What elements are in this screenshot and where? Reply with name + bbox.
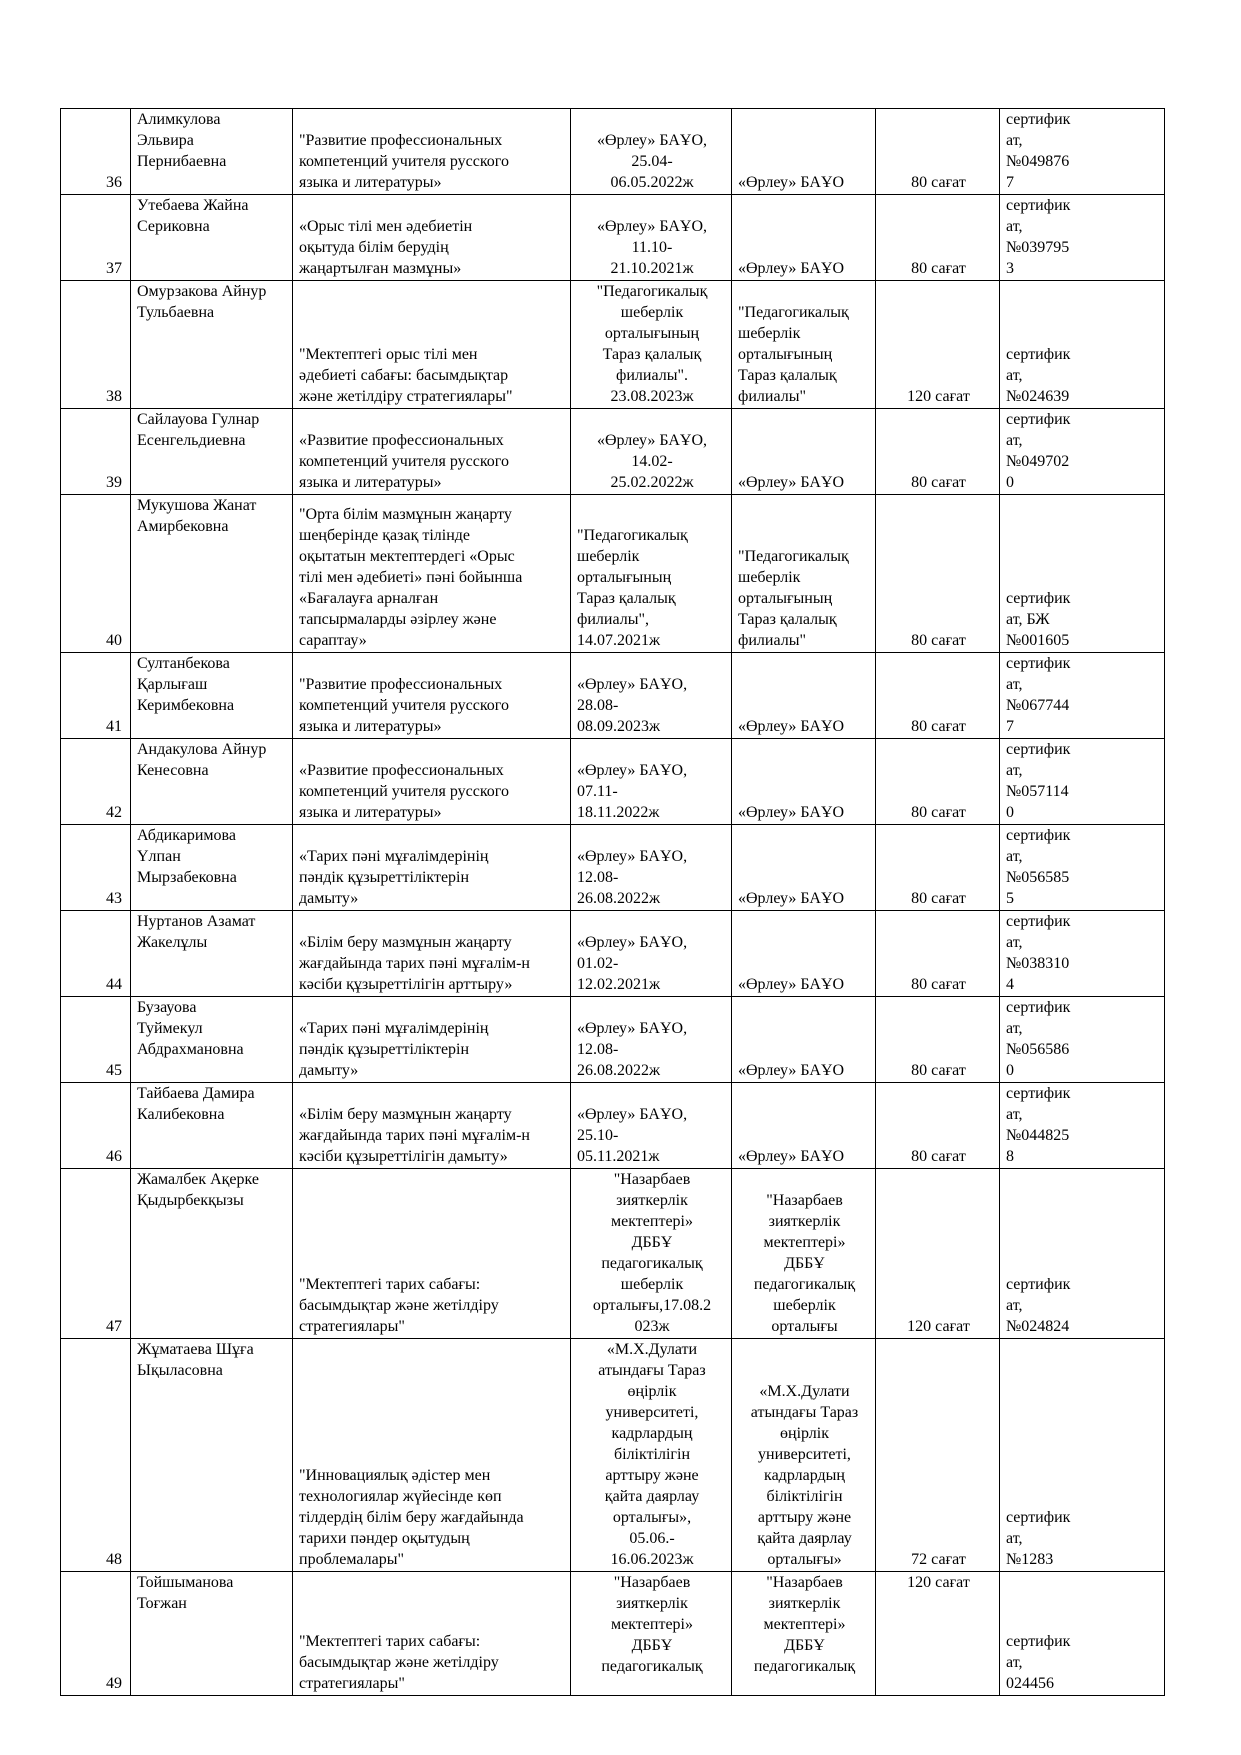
teacher-name-cell <box>131 997 293 1083</box>
hours-cell <box>876 911 1000 997</box>
venue: «Өрлеу» БАҰО <box>738 174 845 191</box>
teacher-name: Нуртанов Азамат Жакелұлы <box>137 913 256 951</box>
organizer-and-dates-cell <box>571 195 732 281</box>
venue: «Өрлеу» БАҰО <box>738 474 845 491</box>
row-number: 49 <box>106 1675 122 1692</box>
certificate-number: сертифик ат, №038310 4 <box>1006 913 1071 993</box>
certificate-number: сертифик ат, №024824 <box>1006 1276 1071 1335</box>
organizer-and-dates-cell <box>571 653 732 739</box>
row-number: 46 <box>106 1148 122 1165</box>
teacher-name-cell <box>131 281 293 409</box>
row-number-cell <box>61 1083 131 1169</box>
certificate-number-cell <box>1000 109 1165 195</box>
hours-cell <box>876 1169 1000 1339</box>
teacher-name-cell <box>131 653 293 739</box>
venue: "Педагогикалық шеберлік орталығының Тараз қалалық филиалы" <box>738 304 849 405</box>
course-title-cell <box>293 1169 571 1339</box>
certificate-number-cell <box>1000 1169 1165 1339</box>
certificate-number-cell <box>1000 195 1165 281</box>
venue: "Педагогикалық шеберлік орталығының Тараз қалалық филиалы" <box>738 548 849 649</box>
certificate-number: сертифик ат, №056585 5 <box>1006 827 1071 907</box>
row-number-cell <box>61 825 131 911</box>
organizer-and-dates: «Өрлеу» БАҰО, 12.08- 26.08.2022ж <box>577 848 688 907</box>
course-title-cell <box>293 997 571 1083</box>
certificate-number-cell <box>1000 1339 1165 1572</box>
table-row <box>61 495 1165 653</box>
course-title: "Мектептегі орыс тілі мен әдебиеті сабағы: басымдықтар және жетілдіру стратегиялары" <box>299 346 513 405</box>
venue-cell <box>732 1083 876 1169</box>
venue-cell <box>732 1169 876 1339</box>
teacher-name: Сайлауова Гулнар Есенгельдиевна <box>137 411 260 449</box>
venue: «Өрлеу» БАҰО <box>738 1148 845 1165</box>
row-number-cell <box>61 195 131 281</box>
certificate-number: сертифик ат, №049876 7 <box>1006 111 1071 191</box>
venue-cell <box>732 281 876 409</box>
organizer-and-dates: «Өрлеу» БАҰО, 01.02- 12.02.2021ж <box>577 934 688 993</box>
organizer-and-dates: "Назарбаев зияткерлік мектептері» ДББҰ педагогикалық шеберлік орталығы,17.08.2 023ж <box>592 1171 712 1335</box>
course-title-cell <box>293 195 571 281</box>
venue-cell <box>732 409 876 495</box>
venue-cell <box>732 495 876 653</box>
teacher-name-cell <box>131 1169 293 1339</box>
venue-cell <box>732 653 876 739</box>
venue: «Өрлеу» БАҰО <box>738 1062 845 1079</box>
course-title: «Білім беру мазмұнын жаңарту жағдайында тарих пәні мұғалім-н кәсіби құзыреттілігін арттыру» <box>299 934 530 993</box>
row-number: 37 <box>106 260 122 277</box>
row-number: 38 <box>106 388 122 405</box>
venue-cell <box>732 109 876 195</box>
hours-cell <box>876 281 1000 409</box>
organizer-and-dates: "Педагогикалық шеберлік орталығының Тараз қалалық филиалы", 14.07.2021ж <box>577 527 688 649</box>
document-page <box>60 108 1164 1696</box>
hours-cell <box>876 997 1000 1083</box>
organizer-and-dates-cell <box>571 1572 732 1696</box>
hours-cell <box>876 653 1000 739</box>
certificate-number-cell <box>1000 495 1165 653</box>
row-number: 42 <box>106 804 122 821</box>
table-row <box>61 1339 1165 1572</box>
teacher-name: Мукушова Жанат Амирбековна <box>137 497 257 535</box>
hours: 80 сағат <box>911 804 966 821</box>
row-number-cell <box>61 409 131 495</box>
hours-cell <box>876 495 1000 653</box>
hours-cell <box>876 1572 1000 1696</box>
course-title-cell <box>293 825 571 911</box>
certificate-number: сертифик ат, №1283 <box>1006 1509 1071 1568</box>
certificate-number-cell <box>1000 911 1165 997</box>
course-title: «Тарих пәні мұғалімдерінің пәндік құзыреттіліктерін дамыту» <box>299 1020 489 1079</box>
teacher-name-cell <box>131 825 293 911</box>
course-title: "Орта білім мазмұнын жаңарту шеңберінде қазақ тілінде оқытатын мектептердегі «Орыс тілі мен әдебиеті» пәні бойынша «Бағалауға арналған тапсырмаларды әзірлеу және сараптау» <box>299 506 523 649</box>
teacher-name-cell <box>131 1572 293 1696</box>
hours-cell <box>876 1083 1000 1169</box>
certificate-number: сертифик ат, №057114 0 <box>1006 741 1071 821</box>
teacher-name-cell <box>131 409 293 495</box>
table-row <box>61 1083 1165 1169</box>
row-number: 39 <box>106 474 122 491</box>
row-number: 36 <box>106 174 122 191</box>
teacher-name: Алимкулова Эльвира Пернибаевна <box>137 111 227 170</box>
venue-cell <box>732 1572 876 1696</box>
hours: 72 сағат <box>911 1551 966 1568</box>
organizer-and-dates: «Өрлеу» БАҰО, 12.08- 26.08.2022ж <box>577 1020 688 1079</box>
row-number-cell <box>61 911 131 997</box>
course-title: "Развитие профессиональных компетенций учителя русского языка и литературы» <box>299 132 509 191</box>
row-number: 41 <box>106 718 122 735</box>
certificate-number: сертифик ат, №049702 0 <box>1006 411 1071 491</box>
course-title-cell <box>293 409 571 495</box>
teacher-name-cell <box>131 495 293 653</box>
organizer-and-dates: «Өрлеу» БАҰО, 07.11- 18.11.2022ж <box>577 762 688 821</box>
row-number-cell <box>61 653 131 739</box>
teacher-name: Жұматаева Шұға Ықыласовна <box>137 1341 254 1379</box>
course-title-cell <box>293 281 571 409</box>
organizer-and-dates-cell <box>571 825 732 911</box>
venue-cell <box>732 1339 876 1572</box>
certificate-number: сертифик ат, №039795 3 <box>1006 197 1071 277</box>
row-number: 44 <box>106 976 122 993</box>
certificate-number-cell <box>1000 409 1165 495</box>
teacher-name: Тойшыманова Тоғжан <box>137 1574 234 1612</box>
organizer-and-dates: «М.Х.Дулати атындағы Тараз өңірлік университеті, кадрлардың біліктілігін арттыру және қайта даярлау орталығы», 05.06.- 16.06.2023ж <box>598 1341 706 1568</box>
organizer-and-dates-cell <box>571 1339 732 1572</box>
certificate-number: сертифик ат, №056586 0 <box>1006 999 1071 1079</box>
venue-cell <box>732 739 876 825</box>
venue: «Өрлеу» БАҰО <box>738 718 845 735</box>
venue: «Өрлеу» БАҰО <box>738 890 845 907</box>
organizer-and-dates: "Педагогикалық шеберлік орталығының Тараз қалалық филиалы". 23.08.2023ж <box>596 283 708 405</box>
courses-table <box>60 108 1165 1696</box>
table-row <box>61 911 1165 997</box>
table-row <box>61 1169 1165 1339</box>
venue: "Назарбаев зияткерлік мектептері» ДББҰ педагогикалық шеберлік орталығы <box>753 1192 856 1335</box>
course-title-cell <box>293 739 571 825</box>
certificate-number: сертифик ат, №024639 <box>1006 346 1071 405</box>
teacher-name-cell <box>131 911 293 997</box>
row-number-cell <box>61 1169 131 1339</box>
hours: 80 сағат <box>911 890 966 907</box>
course-title-cell <box>293 1083 571 1169</box>
certificate-number: сертифик ат, №067744 7 <box>1006 655 1071 735</box>
teacher-name: Омурзакова Айнур Тульбаевна <box>137 283 267 321</box>
teacher-name: Тайбаева Дамира Калибековна <box>137 1085 255 1123</box>
row-number: 45 <box>106 1062 122 1079</box>
certificate-number-cell <box>1000 825 1165 911</box>
teacher-name-cell <box>131 109 293 195</box>
row-number: 43 <box>106 890 122 907</box>
organizer-and-dates-cell <box>571 281 732 409</box>
organizer-and-dates: «Өрлеу» БАҰО, 25.04- 06.05.2022ж <box>596 132 708 191</box>
hours-cell <box>876 1339 1000 1572</box>
course-title: "Мектептегі тарих сабағы: басымдықтар және жетілдіру стратегиялары" <box>299 1633 499 1692</box>
hours-cell <box>876 825 1000 911</box>
table-row <box>61 409 1165 495</box>
row-number-cell <box>61 739 131 825</box>
organizer-and-dates: «Өрлеу» БАҰО, 14.02- 25.02.2022ж <box>596 432 708 491</box>
hours-cell <box>876 109 1000 195</box>
teacher-name: Андакулова Айнур Кенесовна <box>137 741 267 779</box>
row-number-cell <box>61 495 131 653</box>
teacher-name-cell <box>131 739 293 825</box>
table-row <box>61 825 1165 911</box>
table-row <box>61 653 1165 739</box>
venue-cell <box>732 911 876 997</box>
course-title-cell <box>293 109 571 195</box>
hours: 80 сағат <box>911 174 966 191</box>
hours: 120 сағат <box>907 1318 970 1335</box>
venue: «Өрлеу» БАҰО <box>738 976 845 993</box>
certificate-number: сертифик ат, №044825 8 <box>1006 1085 1071 1165</box>
venue: «Өрлеу» БАҰО <box>738 260 845 277</box>
course-title-cell <box>293 911 571 997</box>
hours: 80 сағат <box>911 260 966 277</box>
teacher-name: Бузауова Туймекул Абдрахмановна <box>137 999 244 1058</box>
course-title: «Орыс тілі мен әдебиетін оқытуда білім берудің жаңартылған мазмұны» <box>299 218 473 277</box>
row-number: 47 <box>106 1318 122 1335</box>
course-title-cell <box>293 653 571 739</box>
organizer-and-dates: "Назарбаев зияткерлік мектептері» ДББҰ педагогикалық <box>601 1574 703 1675</box>
teacher-name-cell <box>131 1339 293 1572</box>
course-title-cell <box>293 1339 571 1572</box>
table-row <box>61 997 1165 1083</box>
hours: 80 сағат <box>911 1062 966 1079</box>
organizer-and-dates: «Өрлеу» БАҰО, 11.10- 21.10.2021ж <box>596 218 708 277</box>
hours-cell <box>876 739 1000 825</box>
teacher-name: Султанбекова Қарлығаш Керимбековна <box>137 655 235 714</box>
teacher-name-cell <box>131 1083 293 1169</box>
course-title: "Мектептегі тарих сабағы: басымдықтар және жетілдіру стратегиялары" <box>299 1276 499 1335</box>
hours: 80 сағат <box>911 976 966 993</box>
venue-cell <box>732 195 876 281</box>
organizer-and-dates-cell <box>571 495 732 653</box>
table-row <box>61 195 1165 281</box>
certificate-number-cell <box>1000 1083 1165 1169</box>
row-number-cell <box>61 281 131 409</box>
organizer-and-dates-cell <box>571 997 732 1083</box>
certificate-number-cell <box>1000 653 1165 739</box>
organizer-and-dates: «Өрлеу» БАҰО, 25.10- 05.11.2021ж <box>577 1106 688 1165</box>
venue: «М.Х.Дулати атындағы Тараз өңірлік университеті, кадрлардың біліктілігін арттыру және қайта даярлау орталығы» <box>750 1383 859 1568</box>
organizer-and-dates-cell <box>571 409 732 495</box>
row-number-cell <box>61 1339 131 1572</box>
row-number-cell <box>61 997 131 1083</box>
certificate-number: сертифик ат, БЖ №001605 <box>1006 590 1071 649</box>
venue-cell <box>732 825 876 911</box>
teacher-name-cell <box>131 195 293 281</box>
organizer-and-dates-cell <box>571 911 732 997</box>
row-number-cell <box>61 1572 131 1696</box>
hours: 80 сағат <box>911 718 966 735</box>
course-title: "Инновациялық әдістер мен технологиялар жүйесінде көп тілдердің білім беру жағдайында тарихи пәндер оқытудың проблемалары" <box>299 1467 524 1568</box>
certificate-number-cell <box>1000 997 1165 1083</box>
row-number: 40 <box>106 632 122 649</box>
teacher-name: Утебаева Жайна Сериковна <box>137 197 249 235</box>
venue: «Өрлеу» БАҰО <box>738 804 845 821</box>
course-title: «Тарих пәні мұғалімдерінің пәндік құзыреттіліктерін дамыту» <box>299 848 489 907</box>
teacher-name: Жамалбек Ақерке Қыдырбекқызы <box>137 1171 259 1209</box>
course-title: «Развитие профессиональных компетенций учителя русского языка и литературы» <box>299 432 509 491</box>
organizer-and-dates-cell <box>571 1083 732 1169</box>
venue: "Назарбаев зияткерлік мектептері» ДББҰ педагогикалық <box>753 1574 856 1675</box>
table-row <box>61 739 1165 825</box>
hours: 80 сағат <box>911 632 966 649</box>
organizer-and-dates: «Өрлеу» БАҰО, 28.08- 08.09.2023ж <box>577 676 688 735</box>
row-number: 48 <box>106 1551 122 1568</box>
teacher-name: Абдикаримова Үлпан Мырзабековна <box>137 827 237 886</box>
certificate-number-cell <box>1000 1572 1165 1696</box>
hours-cell <box>876 409 1000 495</box>
hours-cell <box>876 195 1000 281</box>
hours: 80 сағат <box>911 1148 966 1165</box>
certificate-number-cell <box>1000 739 1165 825</box>
table-row <box>61 281 1165 409</box>
hours: 120 сағат <box>907 388 970 405</box>
hours: 80 сағат <box>911 474 966 491</box>
venue-cell <box>732 997 876 1083</box>
organizer-and-dates-cell <box>571 739 732 825</box>
table-row <box>61 109 1165 195</box>
organizer-and-dates-cell <box>571 109 732 195</box>
table-row <box>61 1572 1165 1696</box>
hours: 120 сағат <box>907 1574 970 1591</box>
course-title-cell <box>293 495 571 653</box>
course-title: «Білім беру мазмұнын жаңарту жағдайында тарих пәні мұғалім-н кәсіби құзыреттілігін дамыту» <box>299 1106 530 1165</box>
organizer-and-dates-cell <box>571 1169 732 1339</box>
certificate-number-cell <box>1000 281 1165 409</box>
course-title: «Развитие профессиональных компетенций учителя русского языка и литературы» <box>299 762 509 821</box>
course-title: "Развитие профессиональных компетенций учителя русского языка и литературы» <box>299 676 509 735</box>
certificate-number: сертифик ат, 024456 <box>1006 1633 1071 1692</box>
course-title-cell <box>293 1572 571 1696</box>
row-number-cell <box>61 109 131 195</box>
